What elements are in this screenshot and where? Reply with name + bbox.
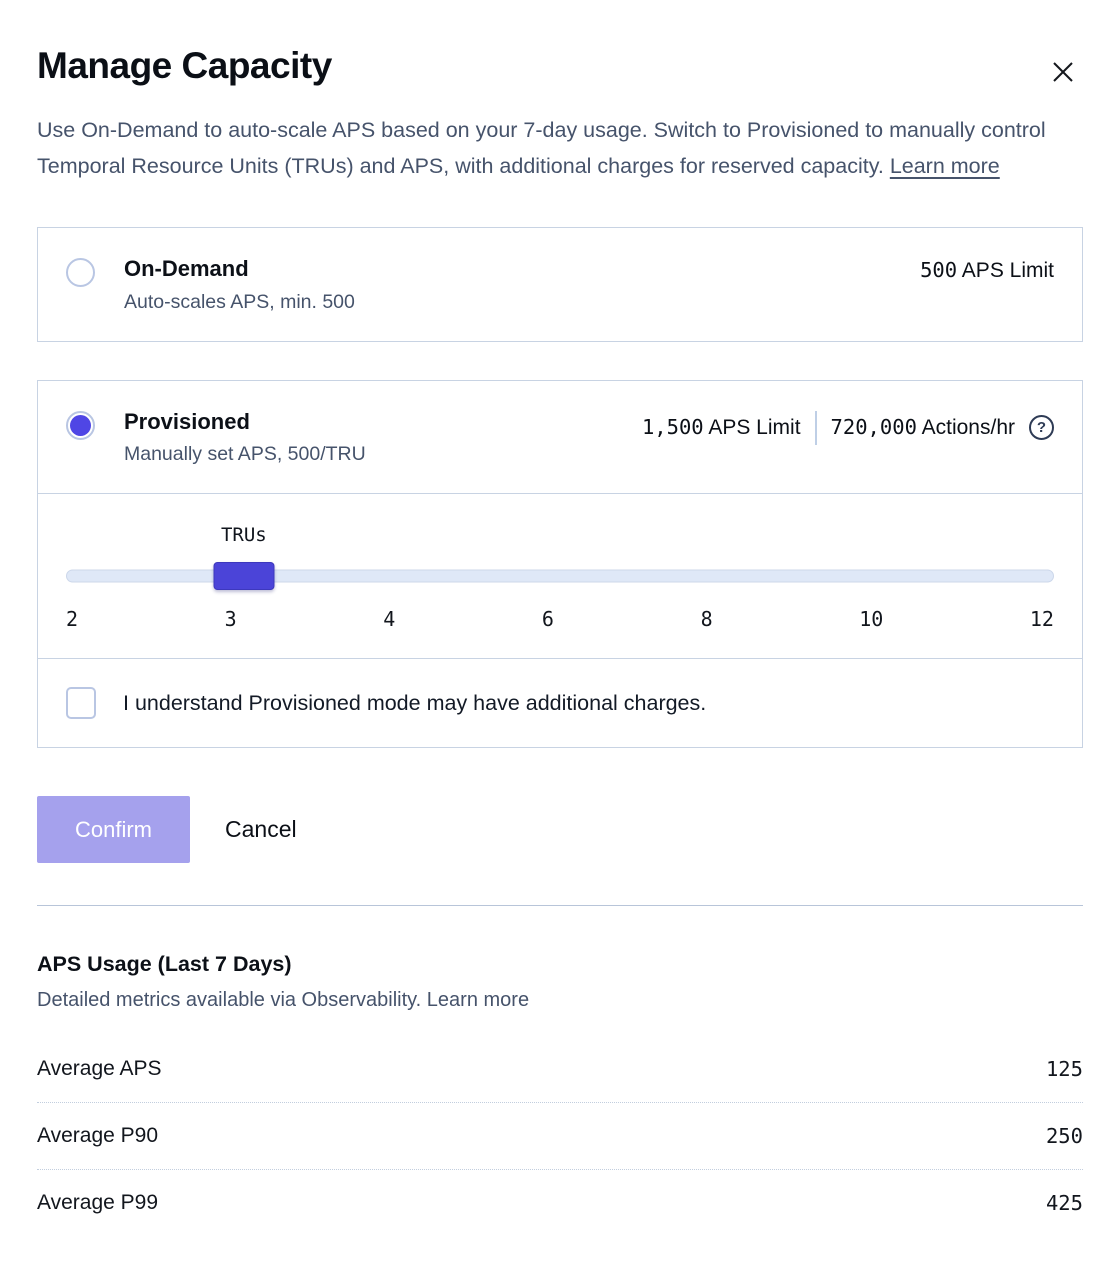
on-demand-subtitle: Auto-scales APS, min. 500 (124, 290, 355, 313)
provisioned-card (37, 380, 1083, 749)
on-demand-option-row (38, 228, 1082, 341)
cancel-button[interactable]: Cancel (225, 816, 297, 843)
on-demand-label: On-Demand (124, 256, 249, 281)
provisioned-text (124, 408, 642, 467)
usage-title: APS Usage (Last 7 Days) (37, 952, 292, 977)
usage-subtitle (37, 989, 1083, 1012)
on-demand-stats (920, 258, 1054, 283)
slider-tick: 2 (66, 607, 79, 632)
metric-row-average-p99 (37, 1169, 1083, 1236)
observability-learn-more-link[interactable]: Learn more (426, 989, 530, 1012)
on-demand-text (124, 255, 920, 314)
metric-value: 125 (1045, 1057, 1083, 1082)
section-divider (37, 905, 1083, 906)
help-icon[interactable]: ? (1029, 415, 1054, 440)
provisioned-label: Provisioned (124, 408, 250, 434)
provisioned-actions-suffix: Actions/hr (916, 416, 1015, 440)
on-demand-aps-value: 500 (920, 258, 958, 282)
slider-tick: 3 (224, 607, 237, 632)
metric-label: Average P99 (37, 1191, 159, 1215)
slider-handle[interactable] (213, 562, 274, 590)
usage-subtitle-text: Detailed metrics available via Observability. (37, 989, 427, 1012)
on-demand-aps-suffix: APS Limit (957, 259, 1054, 282)
slider-tick: 6 (541, 607, 554, 632)
provisioned-aps-suffix: APS Limit (703, 416, 801, 440)
on-demand-radio[interactable] (66, 258, 95, 287)
dialog-header (37, 44, 1083, 95)
metric-label: Average APS (37, 1057, 162, 1081)
stats-divider (815, 411, 817, 445)
slider-tick: 12 (1029, 607, 1054, 632)
provisioned-subtitle: Manually set APS, 500/TRU (124, 443, 366, 466)
metric-value: 250 (1045, 1124, 1083, 1149)
tru-slider-section (38, 494, 1082, 658)
dialog-description-text: Use On-Demand to auto-scale APS based on your 7-day usage. Switch to Provisioned to manually control Temporal Resource Units (TRUs) and APS, with additional charges for reserved capacity. (37, 118, 1046, 178)
acknowledge-section (38, 659, 1082, 747)
acknowledge-checkbox[interactable] (66, 687, 96, 719)
metric-row-average-aps (37, 1036, 1083, 1102)
close-button[interactable] (1043, 52, 1083, 95)
provisioned-aps-value: 1,500 (641, 415, 704, 440)
action-buttons (37, 796, 1083, 863)
on-demand-card (37, 227, 1083, 342)
provisioned-radio[interactable] (66, 411, 95, 440)
provisioned-aps-limit (642, 415, 801, 440)
tru-slider[interactable] (66, 562, 1054, 590)
slider-tick: 10 (859, 607, 884, 632)
metric-row-average-p90 (37, 1102, 1083, 1169)
on-demand-aps-limit (920, 258, 1054, 283)
metric-label: Average P90 (37, 1124, 159, 1148)
metric-value: 425 (1045, 1191, 1083, 1216)
dialog-description (37, 112, 1083, 184)
slider-label-row (66, 524, 1054, 547)
confirm-button[interactable]: Confirm (37, 796, 190, 863)
aps-usage-section (37, 952, 1083, 1236)
slider-tick: 4 (383, 607, 396, 632)
learn-more-link[interactable]: Learn more (889, 154, 1000, 178)
slider-tick: 8 (700, 607, 713, 632)
provisioned-option-row (38, 381, 1082, 494)
provisioned-actions-rate (831, 415, 1015, 440)
slider-tick-labels (66, 607, 1054, 631)
slider-label: TRUs (220, 524, 267, 547)
close-icon (1049, 74, 1077, 89)
acknowledge-label: I understand Provisioned mode may have additional charges. (123, 690, 707, 715)
provisioned-actions-value: 720,000 (830, 415, 917, 440)
provisioned-stats (642, 411, 1054, 445)
metrics-table (37, 1036, 1083, 1236)
page-title: Manage Capacity (37, 45, 332, 86)
